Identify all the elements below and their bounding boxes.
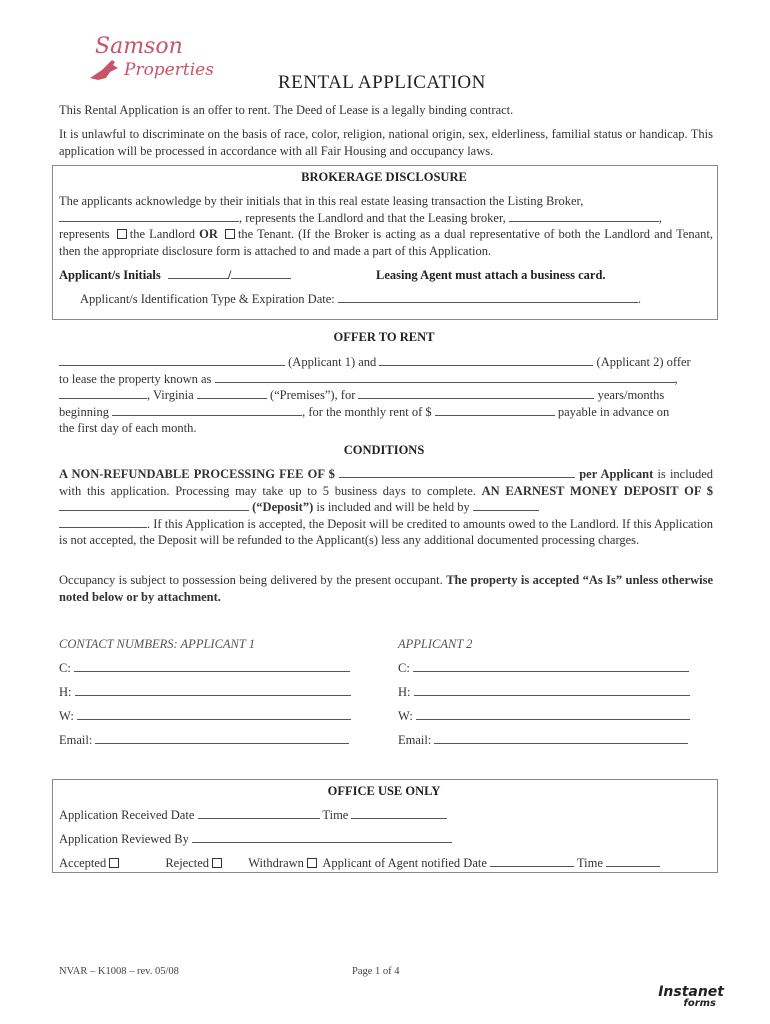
earnest-text: AN EARNEST MONEY <box>481 483 618 498</box>
deposit-label: DEPOSIT OF $ <box>623 483 714 498</box>
contacts-applicant2-heading: APPLICANT 2 <box>398 637 473 651</box>
reviewed-label: Application Reviewed By <box>59 832 189 846</box>
intro-text-1: This Rental Application is an offer to rent. The Deed of Lease is a legally binding contract. <box>59 103 514 117</box>
page-number: Page 1 of 4 <box>352 966 400 977</box>
id-label: Applicant/s Identification Type & Expiration Date: <box>80 292 335 306</box>
applicant1-home-row <box>59 685 351 700</box>
monthly-text: , for the monthly rent of $ <box>302 404 432 419</box>
id-row: Applicant/s Identification Type & Expiration Date: . <box>80 292 641 306</box>
applicant2-work-field[interactable] <box>416 709 690 720</box>
offer-text: (Applicant 1) and (Applicant 2) offer to lease the property known as , , Virginia (“Premises”), for years/months beginning , for the monthly rent of $ payable in advance on the first day of each month. <box>59 355 691 435</box>
applicant2-email-row <box>398 733 688 748</box>
notified-time-field[interactable] <box>606 856 660 867</box>
city-field[interactable] <box>59 388 147 399</box>
withdrawn-checkbox[interactable] <box>307 858 317 868</box>
work-label-2: W: <box>398 709 413 723</box>
brokerage-text-b: , represents the Landlord and that the Leasing broker, <box>239 210 506 225</box>
notified-date-field[interactable] <box>490 856 574 867</box>
received-row <box>59 808 447 823</box>
premises-text: (“Premises”), for <box>269 388 356 402</box>
conditions-text <box>59 466 713 549</box>
tenant-checkbox[interactable] <box>225 229 235 239</box>
applicant1-name-field[interactable] <box>59 355 285 366</box>
brokerage-text: The applicants acknowledge by their initials that in this real estate leasing transaction the Listing Broker, , represents the Landlord and that the Leasing broker, , represents the Landlord OR the Tenant. (If the Broker is acting as a dual representative of both the Landlord and Tenant, then the appropriate disclosure form is attached to and made a part of this Application. <box>59 194 714 258</box>
brokerage-heading: BROKERAGE DISCLOSURE <box>301 170 467 184</box>
held-by-field-2[interactable] <box>59 517 147 528</box>
initials-field-1[interactable] <box>168 268 228 279</box>
applicant2-name-field[interactable] <box>379 355 593 366</box>
zip-field[interactable] <box>197 388 267 399</box>
received-time-field[interactable] <box>351 808 447 819</box>
applicant1-cell-field[interactable] <box>74 661 350 672</box>
office-heading: OFFICE USE ONLY <box>327 784 441 798</box>
tenant-text: the Tenant. (If the Broker is acting as a dual representative of both the Landlord and Tenant, then the appropriate disclosure form is attached to and made a part of this Application. <box>59 227 714 258</box>
page-title: RENTAL APPLICATION <box>278 72 486 93</box>
instanet-forms-text: forms <box>683 998 716 1009</box>
fee-label: A NON-REFUNDABLE PROCESSING FEE OF $ <box>59 467 335 481</box>
received-label: Application Received Date <box>59 808 195 822</box>
applicant2-label: (Applicant 2) offer <box>596 355 691 369</box>
occupancy-sentence: Occupancy is subject to possession being delivered by the present occupant. <box>59 573 443 587</box>
applicant2-email-field[interactable] <box>434 733 688 744</box>
deposit-field[interactable] <box>59 500 249 511</box>
reviewed-by-field[interactable] <box>192 832 452 843</box>
initials-row: Applicant/s Initials / <box>59 268 291 283</box>
status-row <box>59 856 660 871</box>
landlord-label: the Landlord <box>129 227 195 241</box>
applicant1-work-row <box>59 709 351 724</box>
accepted-checkbox[interactable] <box>109 858 119 868</box>
held-by-text: is included and will be held by <box>316 500 470 514</box>
applicant2-home-row <box>398 685 690 700</box>
received-time-label: Time <box>322 808 349 822</box>
applicant1-email-row <box>59 733 349 748</box>
included-text: included with this application. Processing may take up to 5 business days to complete. <box>59 467 713 498</box>
notified-label: Applicant of Agent notified Date <box>322 856 487 870</box>
cardinal-bird-icon <box>88 56 124 84</box>
property-field[interactable] <box>215 372 675 383</box>
accepted-text: . If this Application is accepted, the Deposit will be credited to amounts owed to the Landlord. If this Application is not accepted, the Deposit will be refunded to the Applicant(s) less any additional documented processing charges. <box>59 516 713 547</box>
years-text: years/months <box>597 388 665 402</box>
deposit-quote: (“Deposit”) <box>252 500 314 514</box>
begin-date-field[interactable] <box>112 405 302 416</box>
occupancy-text <box>59 572 713 605</box>
email-label-1: Email: <box>59 733 93 747</box>
reviewed-row <box>59 832 452 847</box>
applicant2-cell-row <box>398 661 689 676</box>
applicant2-work-row <box>398 709 690 724</box>
instanet-forms-logo <box>658 986 724 1010</box>
term-field[interactable] <box>358 388 594 399</box>
cell-label-2: C: <box>398 661 410 675</box>
accepted-label: Accepted <box>59 856 107 870</box>
cell-label-1: C: <box>59 661 71 675</box>
represents-text: represents <box>59 227 110 241</box>
held-by-field-1[interactable] <box>473 500 539 511</box>
landlord-checkbox[interactable] <box>117 229 127 239</box>
fee-field[interactable] <box>339 467 575 478</box>
home-label-1: H: <box>59 685 72 699</box>
offer-heading: OFFER TO RENT <box>333 330 435 344</box>
lease-text: to lease the property known as <box>59 371 212 386</box>
initials-field-2[interactable] <box>231 268 291 279</box>
leasing-broker-field[interactable] <box>509 211 659 222</box>
id-field[interactable] <box>338 292 638 303</box>
leasing-agent-note: Leasing Agent must attach a business card. <box>376 268 606 282</box>
first-day-text: the first day of each month. <box>59 421 197 435</box>
or-text: OR <box>199 227 218 241</box>
rejected-checkbox[interactable] <box>212 858 222 868</box>
logo-samson: Samson <box>95 34 183 59</box>
email-label-2: Email: <box>398 733 432 747</box>
intro-text-2: It is unlawful to discriminate on the basis of race, color, religion, national origin, sex, elderliness, familial status or handicap. This application will be processed in accordance with all Fair Housing and occupancy laws. <box>59 127 713 158</box>
received-date-field[interactable] <box>198 808 320 819</box>
beginning-text: beginning <box>59 404 109 419</box>
payable-text: payable in advance on <box>557 404 670 419</box>
rent-field[interactable] <box>435 405 555 416</box>
applicant1-email-field[interactable] <box>95 733 349 744</box>
conditions-heading: CONDITIONS <box>343 443 425 457</box>
logo-properties: Properties <box>124 60 214 80</box>
brokerage-text-a: The applicants acknowledge by their initials that in this real estate leasing transaction the Listing Broker, <box>59 194 584 208</box>
notified-time-label: Time <box>576 856 603 870</box>
virginia-text: , Virginia <box>147 388 194 402</box>
initials-label: Applicant/s Initials <box>59 268 161 282</box>
listing-broker-field[interactable] <box>59 211 239 222</box>
as-is-text: The property is accepted “As Is” unless otherwise noted below or by attachment. <box>59 573 713 604</box>
applicant1-work-field[interactable] <box>77 709 351 720</box>
applicant2-home-field[interactable] <box>414 685 690 696</box>
applicant1-home-field[interactable] <box>75 685 351 696</box>
home-label-2: H: <box>398 685 411 699</box>
is-text: is <box>657 467 666 481</box>
per-applicant-text: per Applicant <box>579 467 654 481</box>
withdrawn-label: Withdrawn <box>248 856 304 870</box>
rejected-label: Rejected <box>165 856 210 870</box>
contacts-applicant1-heading: CONTACT NUMBERS: APPLICANT 1 <box>59 637 255 651</box>
instanet-brand: Instanet <box>658 984 724 1000</box>
work-label-1: W: <box>59 709 74 723</box>
applicant1-cell-row <box>59 661 350 676</box>
form-id: NVAR – K1008 – rev. 05/08 <box>59 966 179 977</box>
applicant1-label: (Applicant 1) and <box>288 355 377 369</box>
applicant2-cell-field[interactable] <box>413 661 689 672</box>
